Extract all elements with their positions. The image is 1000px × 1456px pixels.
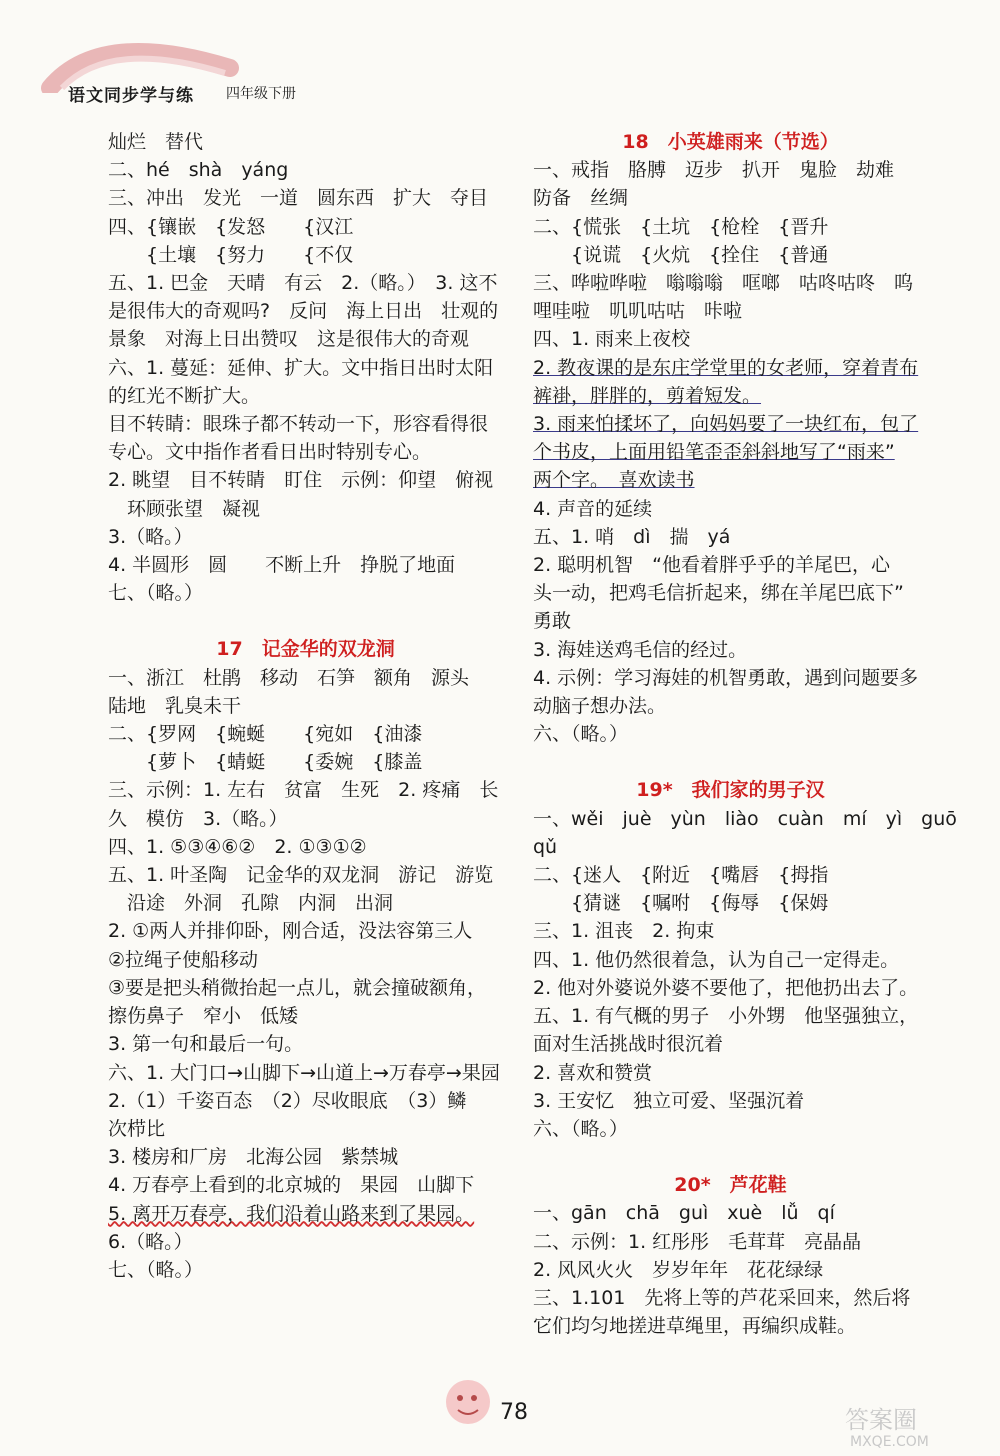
section-17-line: 七、（略。） xyxy=(108,1258,204,1281)
section-18-line: 一、戒指 胳膊 迈步 扒开 鬼脸 劫难 xyxy=(533,159,895,182)
section-19-line: 六、（略。） xyxy=(533,1117,629,1140)
page-number: 78 xyxy=(500,1400,528,1425)
left-intro-line: 专心。文中指作者看日出时特别专心。 xyxy=(108,441,432,464)
section-17-line: 2. ①两人并排仰卧，刚合适，没法容第三人 xyxy=(108,920,473,943)
left-intro-line: 3.（略。） xyxy=(108,525,193,548)
page-header xyxy=(30,25,310,110)
section-18-title: 18 小英雄雨来（节选） xyxy=(622,131,839,153)
section-17-line: 沿途 外洞 孔隙 内洞 出洞 xyxy=(108,892,394,915)
left-intro-line: 三、冲出 发光 一道 圆东西 扩大 夺目 xyxy=(108,187,489,210)
section-17-line: 3. 楼房和厂房 北海公园 紫禁城 xyxy=(108,1146,399,1169)
left-intro-line: 七、（略。） xyxy=(108,582,204,605)
section-20-line: 它们均匀地搓进草绳里，再编织成鞋。 xyxy=(533,1315,857,1338)
section-18-line: 4. 示例：学习海娃的机智勇敢，遇到问题要多 xyxy=(533,666,919,689)
book-title: 语文同步学与练 xyxy=(68,86,194,106)
section-18-line: 哩哇啦 叽叽咕咕 咔啦 xyxy=(533,300,743,323)
left-intro-line: 二、hé shà yáng xyxy=(108,159,289,182)
section-17-line: 擦伤鼻子 窄小 低矮 xyxy=(108,1005,299,1028)
section-18-line: 2. 聪明机智 “他看着胖乎乎的羊尾巴，心 xyxy=(533,554,891,577)
section-18-line: 3. 雨来怕揉坏了，向妈妈要了一块红布，包了 xyxy=(533,413,919,436)
left-column xyxy=(108,128,503,1284)
left-intro-line: 五、1. 巴金 天晴 有云 2.（略。） 3. 这不 xyxy=(108,272,498,295)
section-18-line: 裤褂，胖胖的，剪着短发。 xyxy=(533,384,762,407)
section-19-line: 三、1. 沮丧 2. 拘束 xyxy=(533,920,715,943)
section-18-line: 动脑子想办法。 xyxy=(533,695,667,718)
section-19-body xyxy=(533,805,957,1143)
section-18-body xyxy=(533,156,928,748)
right-column xyxy=(533,128,957,1340)
section-18-line: {说谎 {火炕 {拴住 {普通 xyxy=(533,243,829,266)
left-intro-line: 是很伟大的奇观吗? 反问 海上日出 壮观的 xyxy=(108,300,499,323)
left-intro-line: 的红光不断扩大。 xyxy=(108,384,261,407)
book-grade: 四年级下册 xyxy=(226,86,296,102)
section-17-line: ③要是把头稍微抬起一点儿，就会撞破额角， xyxy=(108,976,487,999)
section-17-line: 久 模仿 3.（略。） xyxy=(108,807,288,830)
left-intro-line: 4. 半圆形 圆 不断上升 挣脱了地面 xyxy=(108,554,456,577)
section-17-body xyxy=(108,664,503,1284)
left-intro-block xyxy=(108,128,503,607)
section-18-line: 个书皮，上面用铅笔歪歪斜斜地写了“雨来” xyxy=(533,441,895,464)
section-17-line: 一、浙江 杜鹃 移动 石笋 额角 源头 xyxy=(108,666,470,689)
section-19-line: 五、1. 有气概的男子 小外甥 他坚强独立， xyxy=(533,1005,919,1028)
section-19-title: 19* 我们家的男子汉 xyxy=(636,779,825,802)
section-19-line: 面对生活挑战时很沉着 xyxy=(533,1033,724,1056)
section-18-line: 两个字。 喜欢读书 xyxy=(533,469,695,492)
section-18-line: 防备 丝绸 xyxy=(533,187,629,210)
section-20-line: 2. 风风火火 岁岁年年 花花绿绿 xyxy=(533,1258,824,1281)
section-20-line: 三、1.101 先将上等的芦花采回来，然后将 xyxy=(533,1286,911,1309)
section-19-line: 2. 他对外婆说外婆不要他了，把他扔出去了。 xyxy=(533,976,919,999)
section-17-line: ②拉绳子使船移动 xyxy=(108,948,259,971)
section-18-line: 4. 声音的延续 xyxy=(533,497,653,520)
section-20-title: 20* 芦花鞋 xyxy=(674,1174,787,1197)
section-19-line: 一、wěi juè yùn liào cuàn mí yì guō xyxy=(533,807,957,830)
section-17-line: {萝卜 {蜻蜓 {委婉 {膝盖 xyxy=(108,751,423,774)
left-intro-line: {土壤 {努力 {不仅 xyxy=(108,243,354,266)
section-17-title: 17 记金华的双龙洞 xyxy=(216,638,395,661)
left-intro-line: 灿烂 替代 xyxy=(108,131,204,153)
section-17-line: 四、1. ⑤③④⑥② 2. ①③①② xyxy=(108,835,367,858)
section-17-line: 3. 第一句和最后一句。 xyxy=(108,1033,304,1056)
section-18-line: 勇敢 xyxy=(533,610,572,633)
section-20-body xyxy=(533,1199,928,1340)
section-17-line: 5. 离开万春亭，我们沿着山路来到了果园。 xyxy=(108,1202,475,1225)
section-17-line: 次栉比 xyxy=(108,1117,166,1140)
left-intro-line: 四、{镶嵌 {发怒 {汉江 xyxy=(108,215,354,238)
section-17-line: 六、1. 大门口→山脚下→山道上→万春亭→果园 xyxy=(108,1061,500,1084)
section-17-line: 4. 万春亭上看到的北京城的 果园 山脚下 xyxy=(108,1174,475,1197)
svg-text:答案圈: 答案圈 xyxy=(845,1406,917,1434)
section-19-line: 二、{迷人 {附近 {嘴唇 {拇指 xyxy=(533,864,829,887)
mascot-icon xyxy=(438,1370,498,1430)
section-18-line: 二、{慌张 {土坑 {枪栓 {晋升 xyxy=(533,215,829,238)
section-18-line: 2. 教夜课的是东庄学堂里的女老师，穿着青布 xyxy=(533,356,919,379)
section-17-line: 陆地 乳臭未干 xyxy=(108,694,242,717)
section-18-line: 四、1. 雨来上夜校 xyxy=(533,328,691,351)
left-intro-line: 景象 对海上日出赞叹 这是很伟大的奇观 xyxy=(108,328,470,351)
left-intro-line: 六、1. 蔓延：延伸、扩大。文中指日出时太阳 xyxy=(108,356,494,379)
section-17-line: 2.（1）千姿百态 （2）尽收眼底 （3）鳞 xyxy=(108,1089,467,1112)
section-17-line: 6.（略。） xyxy=(108,1230,193,1253)
section-19-line: 四、1. 他仍然很着急，认为自己一定得走。 xyxy=(533,948,900,971)
section-18-line: 头一动，把鸡毛信折起来，绑在羊尾巴底下” xyxy=(533,582,904,605)
section-17-line: 五、1. 叶圣陶 记金华的双龙洞 游记 游览 xyxy=(108,864,494,887)
section-19-line: 2. 喜欢和赞赏 xyxy=(533,1061,653,1084)
section-18-line: 3. 海娃送鸡毛信的经过。 xyxy=(533,638,748,661)
section-18-line: 五、1. 哨 dì 揣 yá xyxy=(533,525,731,548)
section-18-line: 六、（略。） xyxy=(533,723,629,746)
section-19-line: qǔ xyxy=(533,835,558,858)
section-17-line: 二、{罗网 {蜿蜒 {宛如 {油漆 xyxy=(108,723,423,746)
watermark-logo xyxy=(840,1400,990,1450)
section-18-line: 三、哗啦哗啦 嗡嗡嗡 哐啷 咕咚咕咚 呜 xyxy=(533,272,914,295)
section-20-line: 一、gān chā guì xuè lǚ qí xyxy=(533,1202,835,1225)
left-intro-line: 环顾张望 凝视 xyxy=(108,497,261,520)
left-intro-line: 目不转睛：眼珠子都不转动一下，形容看得很 xyxy=(108,413,489,436)
section-20-line: 二、示例：1. 红彤彤 毛茸茸 亮晶晶 xyxy=(533,1230,862,1253)
section-19-line: 3. 王安忆 独立可爱、坚强沉着 xyxy=(533,1089,805,1112)
section-19-line: {猜谜 {嘱咐 {侮辱 {保姆 xyxy=(533,892,829,915)
left-intro-line: 2. 眺望 目不转睛 盯住 示例：仰望 俯视 xyxy=(108,469,494,492)
svg-text:MXQE.COM: MXQE.COM xyxy=(850,1434,929,1450)
section-17-line: 三、示例：1. 左右 贫富 生死 2. 疼痛 长 xyxy=(108,779,499,802)
